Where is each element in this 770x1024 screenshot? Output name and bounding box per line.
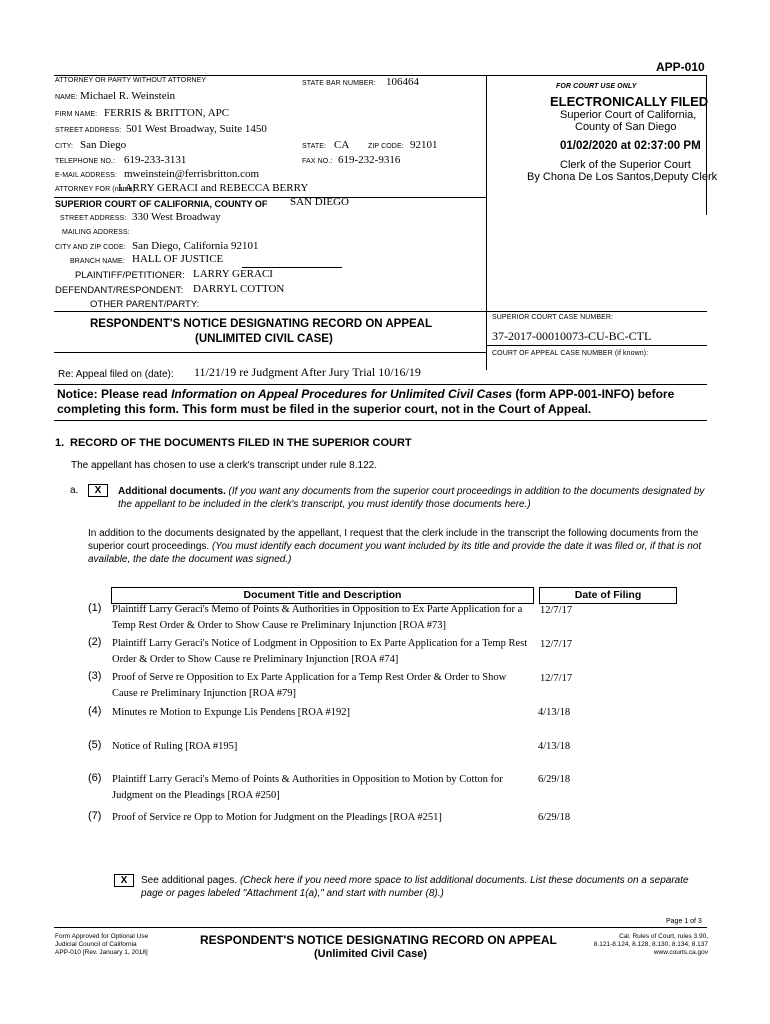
court-use-label: FOR COURT USE ONLY — [556, 83, 637, 90]
court-header: SUPERIOR COURT OF CALIFORNIA, COUNTY OF — [55, 199, 268, 209]
section-1-number: 1. — [55, 437, 65, 449]
attorney-block-bottom — [54, 197, 486, 198]
attorney-city: San Diego — [80, 139, 127, 151]
attorney-street: 501 West Broadway, Suite 1450 — [126, 123, 267, 135]
row-description: Plaintiff Larry Geraci's Notice of Lodgment in Opposition to Ex Parte Application for a Temp Rest Order & Order to Show Cause re Preliminary Injunction [ROA #74] — [112, 638, 528, 665]
row-description: Notice of Ruling [ROA #195] — [112, 741, 238, 752]
branch-label: BRANCH NAME: — [70, 258, 125, 265]
footer-left-line1: Form Approved for Optional Use — [55, 933, 149, 940]
notice-suffix: (form APP-001-INFO) before completing this form. This form must be filed in the superior court, not in the Court of Appeal. — [57, 387, 675, 416]
court-mailing-label: MAILING ADDRESS: — [62, 229, 130, 236]
table-row — [0, 705, 770, 725]
court-city: San Diego, California 92101 — [132, 240, 259, 252]
stamp-datetime: 01/02/2020 at 02:37:00 PM — [560, 140, 701, 152]
attorney-for: LARRY GERACI and REBECCA BERRY — [118, 182, 309, 194]
item-a-title: Additional documents. — [118, 486, 226, 497]
row-number: (5) — [88, 739, 102, 751]
defendant-label: DEFENDANT/RESPONDENT: — [55, 285, 184, 296]
notice-bottom — [54, 420, 707, 421]
footer-right — [570, 933, 708, 957]
appeal-case-label: COURT OF APPEAL CASE NUMBER (if known): — [492, 350, 649, 357]
phone-label: TELEPHONE NO.: — [55, 158, 116, 165]
row-description: Plaintiff Larry Geraci's Memo of Points & Authorities in Opposition to Ex Parte Application for a Temp Rest Order & Order to Show Cause re Preliminary Injunction [ROA #73] — [112, 604, 523, 631]
caption-divider — [486, 75, 487, 370]
footer-right-line2: 8.121-8.124, 8.128, 8.130, 8.134, 8.137 — [593, 941, 708, 948]
row-date: 6/29/18 — [538, 812, 571, 823]
stamp-county: County of San Diego — [575, 121, 677, 133]
firm-name: FERRIS & BRITTON, APC — [104, 107, 230, 119]
additional-pages-italic: (Check here if you need more space to list additional documents. List these documents on a separate page or pages labeled "Attachment 1(a)," and start with number (8).) — [141, 875, 689, 899]
table-row — [0, 636, 770, 666]
zip-label: ZIP CODE: — [368, 143, 404, 150]
form-subtitle: (UNLIMITED CIVIL CASE) — [195, 333, 333, 345]
title-bottom — [54, 352, 486, 353]
attorney-fax: 619-232-9316 — [338, 154, 401, 166]
bar-number: 106464 — [386, 76, 419, 88]
row-number: (7) — [88, 810, 102, 822]
footer-left — [55, 933, 148, 957]
additional-pages-text — [141, 874, 707, 900]
row-number: (1) — [88, 602, 102, 614]
footer-right-line3: www.courts.ca.gov — [653, 949, 708, 956]
appeal-filed-label: Re: Appeal filed on (date): — [58, 369, 174, 380]
name-label: NAME: — [55, 94, 78, 101]
table-row — [0, 602, 770, 632]
attorney-header-label: ATTORNEY OR PARTY WITHOUT ATTORNEY — [55, 77, 207, 84]
form-number: APP-010 — [656, 60, 705, 74]
row-date: 4/13/18 — [538, 741, 571, 752]
table-row — [0, 670, 770, 700]
item-a-letter: a. — [70, 485, 79, 496]
attorney-for-label: ATTORNEY FOR (name): — [55, 186, 138, 193]
table-row — [0, 739, 770, 759]
form-title: RESPONDENT'S NOTICE DESIGNATING RECORD ON APPEAL — [90, 318, 433, 330]
additional-pages-checkbox[interactable]: X — [114, 874, 134, 887]
email-label: E-MAIL ADDRESS: — [55, 172, 117, 179]
row-description: Proof of Serve re Opposition to Ex Parte Application for a Temp Rest Order & Order to Show Cause re Preliminary Injunction [ROA #79] — [112, 672, 507, 699]
row-date: 6/29/18 — [538, 774, 571, 785]
stamp-court: Superior Court of California, — [560, 109, 697, 121]
bar-number-label: STATE BAR NUMBER: — [302, 80, 376, 87]
item-a-instructions: (If you want any documents from the superior court proceedings in addition to the documents designated by the appellant to be included in the clerk's transcript, you must identify those documents here.) — [118, 486, 705, 510]
state-label: STATE: — [302, 143, 327, 150]
row-description: Minutes re Motion to Expunge Lis Pendens [ROA #192] — [112, 707, 350, 718]
case-number-divider — [486, 345, 707, 346]
row-number: (3) — [88, 670, 102, 682]
stamp-deputy: By Chona De Los Santos,Deputy Clerk — [527, 171, 718, 183]
request-paragraph — [88, 527, 708, 566]
parties-bottom — [54, 311, 707, 312]
row-date: 12/7/17 — [540, 639, 573, 650]
defendant-name: DARRYL COTTON — [193, 283, 285, 295]
notice-prefix: Notice: Please read — [57, 387, 172, 401]
notice-form-title: Information on Appeal Procedures for Unlimited Civil Cases — [171, 387, 513, 401]
appeal-filed-bottom — [54, 384, 707, 385]
attorney-name: Michael R. Weinstein — [80, 90, 176, 102]
plaintiff-label: PLAINTIFF/PETITIONER: — [75, 270, 185, 281]
footer-left-line2: Judicial Council of California — [55, 941, 137, 948]
court-county: SAN DIEGO — [290, 196, 349, 208]
row-date: 12/7/17 — [540, 673, 573, 684]
row-date: 12/7/17 — [540, 605, 573, 616]
superior-case-number: 37-2017-00010073-CU-BC-CTL — [492, 329, 652, 343]
table-row — [0, 772, 770, 802]
additional-documents-checkbox[interactable]: X — [88, 484, 108, 497]
appeal-filed-value: 11/21/19 re Judgment After Jury Trial 10/16/19 — [194, 365, 421, 379]
footer-rule — [54, 927, 707, 928]
row-number: (6) — [88, 772, 102, 784]
street-label: STREET ADDRESS: — [55, 127, 122, 134]
row-date: 4/13/18 — [538, 707, 571, 718]
additional-pages-plain: See additional pages. — [141, 875, 240, 886]
caption-top-border — [54, 75, 707, 76]
page-number: Page 1 of 3 — [666, 918, 702, 925]
superior-case-label: SUPERIOR COURT CASE NUMBER: — [492, 314, 614, 321]
row-number: (2) — [88, 636, 102, 648]
attorney-email: mweinstein@ferrisbritton.com — [124, 168, 260, 180]
plaintiff-name: LARRY GERACI — [193, 268, 273, 280]
fax-label: FAX NO.: — [302, 158, 333, 165]
doc-title-header-label: Document Title and Description — [243, 589, 402, 601]
court-street: 330 West Broadway — [132, 211, 221, 223]
section-1-title: RECORD OF THE DOCUMENTS FILED IN THE SUPERIOR COURT — [70, 437, 412, 449]
court-city-label: CITY AND ZIP CODE: — [55, 244, 126, 251]
footer-left-line3: APP-010 [Rev. January 1, 2018] — [55, 949, 148, 956]
attorney-zip: 92101 — [410, 139, 438, 151]
firm-label: FIRM NAME: — [55, 111, 98, 118]
request-italic: (You must identify each document you want included by its title and provide the date it was filed or, if that is not available, the date the document was signed.) — [88, 541, 702, 565]
attorney-phone: 619-233-3131 — [124, 154, 187, 166]
row-description: Proof of Service re Opp to Motion for Judgment on the Pleadings [ROA #251] — [112, 812, 442, 823]
stamp-clerk: Clerk of the Superior Court — [560, 159, 691, 171]
table-row — [0, 810, 770, 830]
court-street-label: STREET ADDRESS: — [60, 215, 127, 222]
footer-right-line1: Cal. Rules of Court, rules 3.90, — [619, 933, 708, 940]
other-party-label: OTHER PARENT/PARTY: — [90, 299, 200, 310]
city-label: CITY: — [55, 143, 74, 150]
doc-date-header-label: Date of Filing — [574, 589, 642, 601]
item-a-text — [118, 485, 708, 511]
footer-title: RESPONDENT'S NOTICE DESIGNATING RECORD ON APPEAL — [200, 933, 557, 947]
row-number: (4) — [88, 705, 102, 717]
branch-name: HALL OF JUSTICE — [132, 253, 224, 265]
request-plain: In addition to the documents designated by the appellant, I request that the clerk include in the transcript the following documents from the superior court proceedings. — [88, 528, 699, 552]
section-1-intro: The appellant has chosen to use a clerk's transcript under rule 8.122. — [71, 460, 377, 471]
notice-box — [57, 387, 707, 417]
footer-subtitle: (Unlimited Civil Case) — [314, 948, 428, 960]
attorney-state: CA — [334, 139, 350, 151]
row-description: Plaintiff Larry Geraci's Memo of Points & Authorities in Opposition to Motion by Cotton for Judgment on the Pleadings [ROA #250] — [112, 774, 503, 801]
stamp-title: ELECTRONICALLY FILED — [550, 94, 709, 109]
